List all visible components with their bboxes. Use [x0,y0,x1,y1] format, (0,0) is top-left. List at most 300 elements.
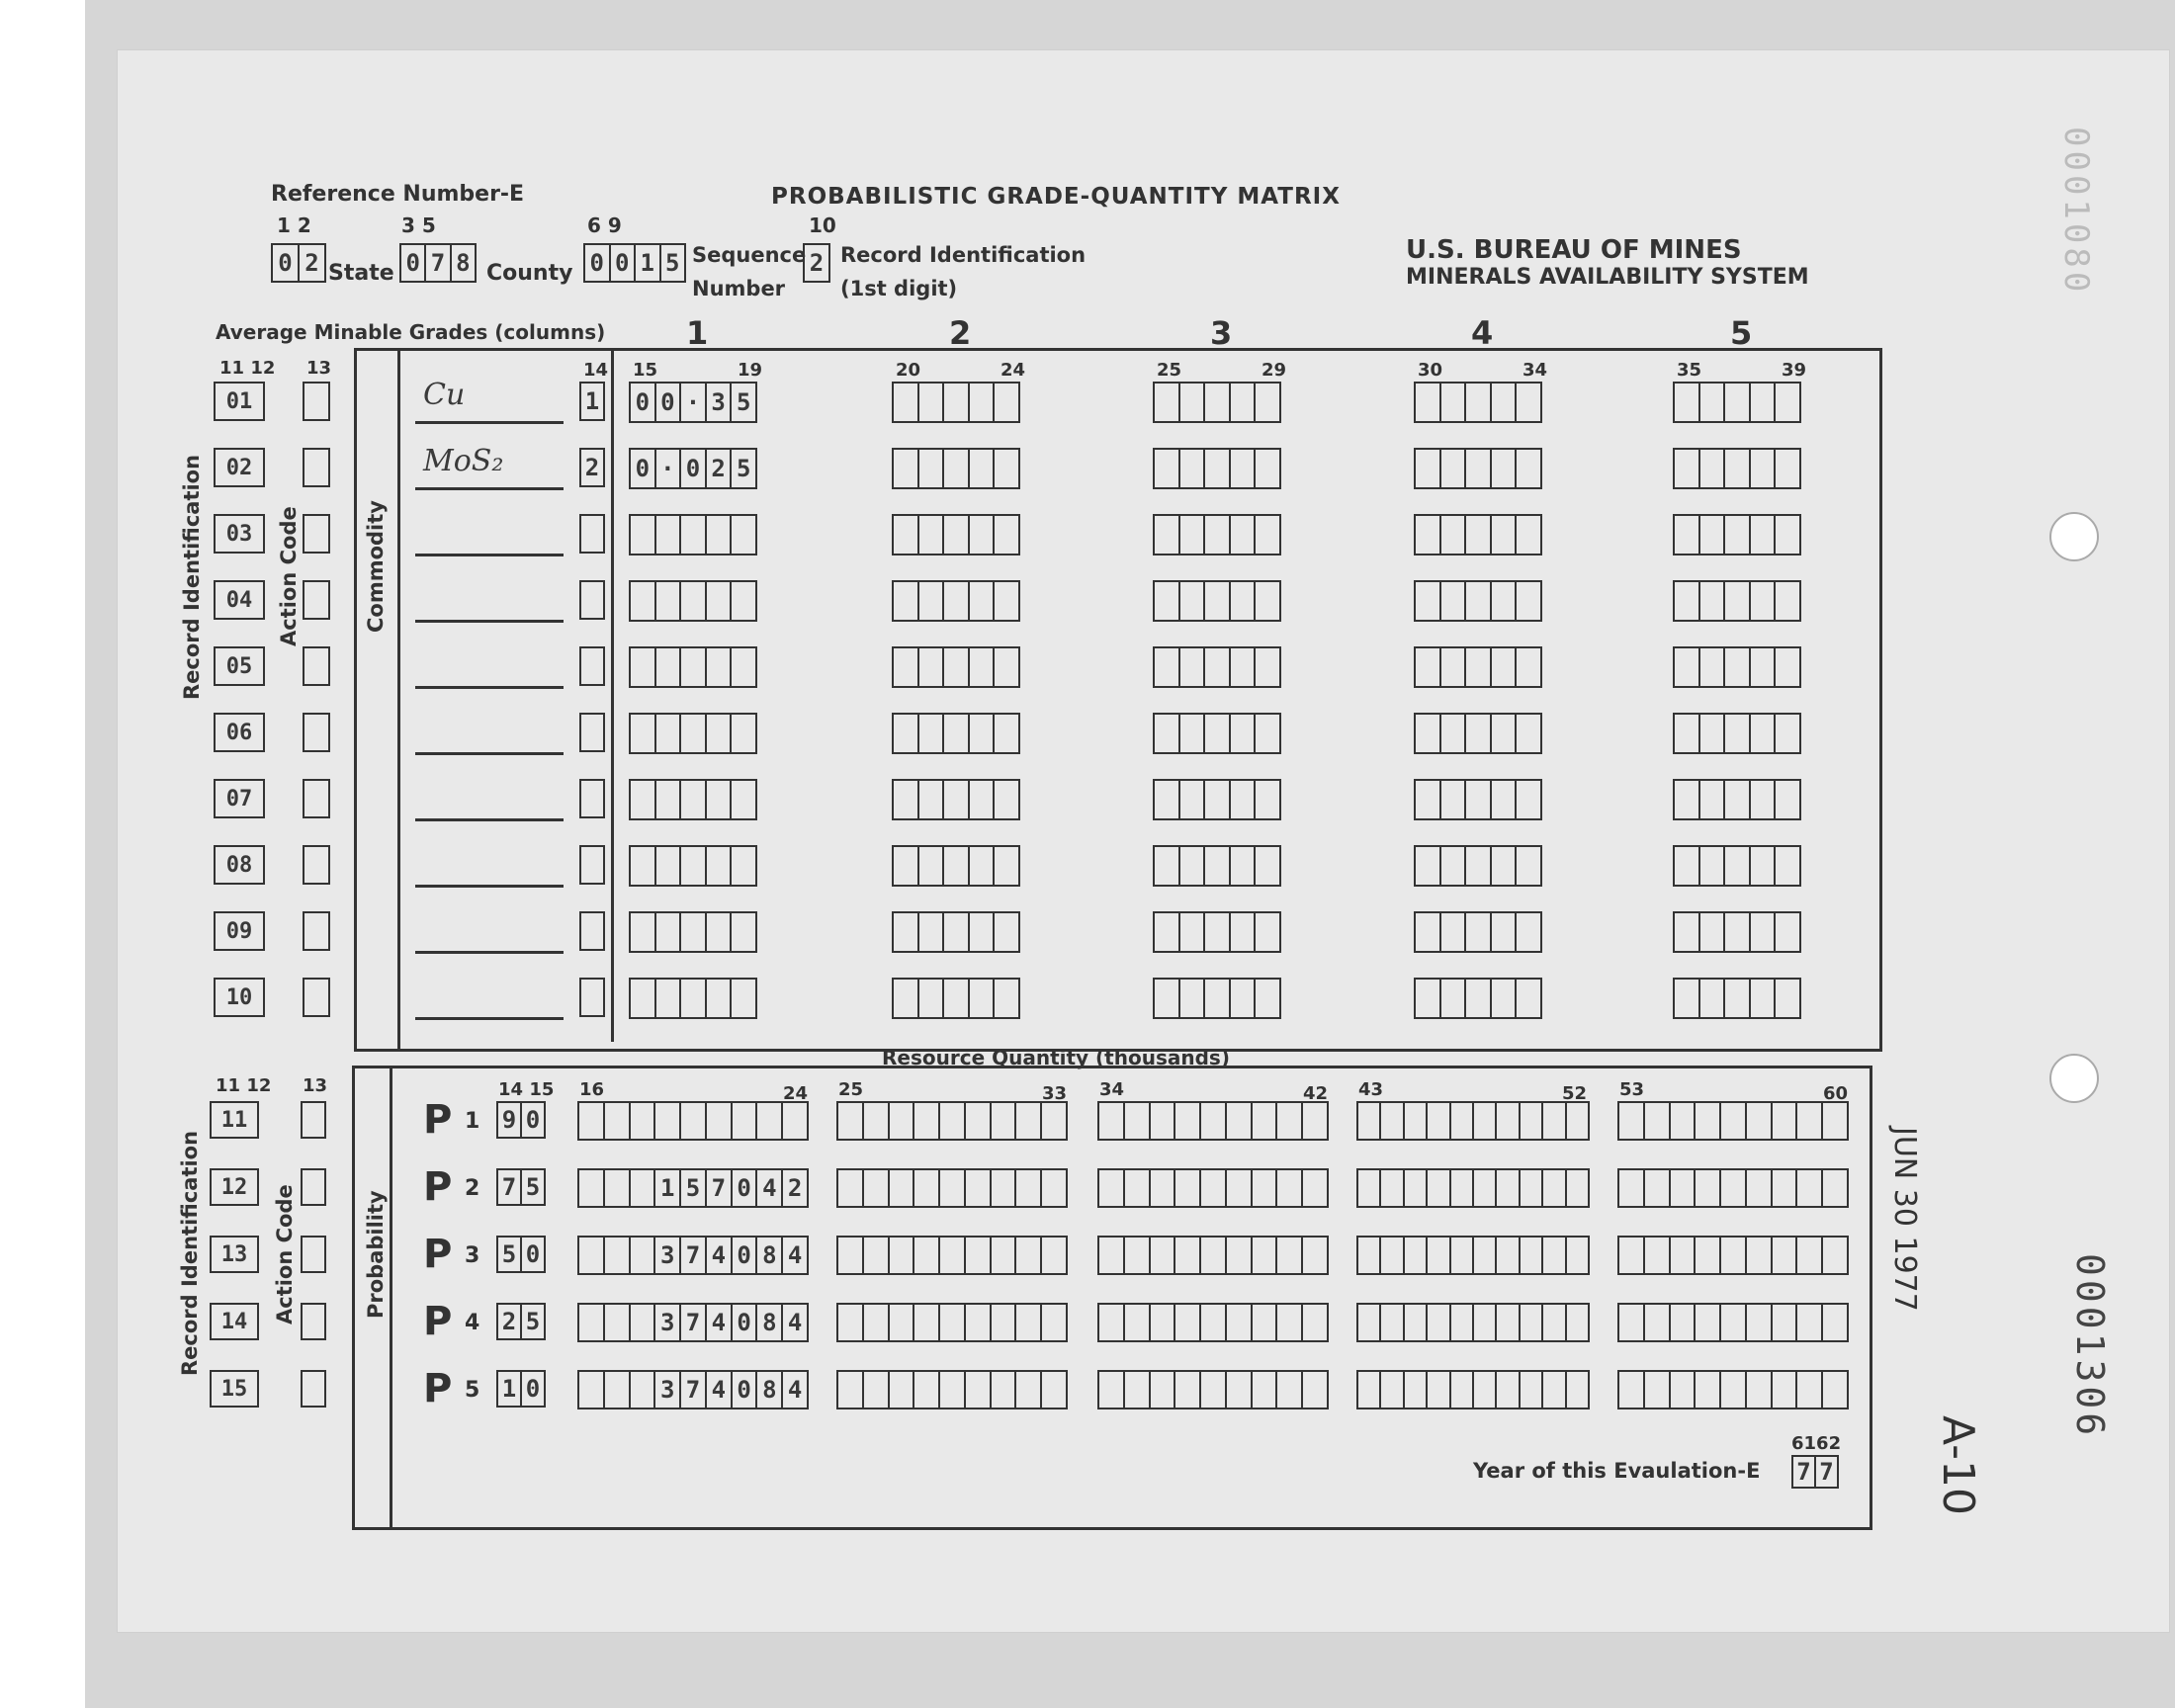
quantity-digit[interactable] [1253,1170,1278,1206]
action-code-box[interactable] [303,448,330,487]
quantity-digit[interactable] [605,1103,631,1139]
grade-digit-cell[interactable] [1700,715,1726,752]
quantity-digit[interactable] [940,1372,966,1408]
state-digit-cell[interactable]: 2 [304,249,319,277]
grade-field[interactable] [892,646,1020,688]
quantity-digit[interactable] [1721,1103,1747,1139]
quantity-digit[interactable] [1099,1103,1125,1139]
grade-digit-cell[interactable] [681,847,707,885]
action-code-box[interactable] [301,1236,326,1273]
probability-field[interactable] [496,1101,546,1139]
grade-digit[interactable] [1153,382,1281,423]
grade-digit-cell[interactable] [1441,913,1467,951]
quantity-digit[interactable] [631,1170,656,1206]
quantity-digit[interactable] [733,1103,758,1139]
quantity-digit[interactable] [1201,1372,1227,1408]
quantity-digit[interactable] [1521,1170,1543,1206]
quantity-digit[interactable] [940,1170,966,1206]
quantity-digit[interactable]: 8 [757,1238,783,1273]
quantity-digit[interactable] [1227,1238,1253,1273]
grade-digit[interactable] [1673,646,1801,688]
quantity-digit[interactable] [992,1103,1017,1139]
grade-digit-cell[interactable] [1256,516,1279,554]
grade-digit-cell[interactable] [970,980,996,1017]
grade-digit-cell[interactable] [681,715,707,752]
quantity-digit[interactable] [1125,1103,1151,1139]
quantity-digit[interactable] [1619,1238,1645,1273]
quantity-digit[interactable] [1696,1305,1721,1340]
grade-digit-cell[interactable] [1441,781,1467,818]
quantity-digit[interactable] [1773,1170,1798,1206]
grade-digit-cell[interactable] [656,847,682,885]
grade-digit[interactable] [1153,514,1281,555]
probability-digit-cell[interactable]: 5 [525,1308,541,1335]
quantity-digit[interactable] [1201,1103,1227,1139]
quantity-digit[interactable] [940,1305,966,1340]
grade-digit-cell[interactable] [1492,913,1518,951]
grade-field[interactable] [1673,448,1801,489]
grade-digit-cell[interactable] [1700,913,1726,951]
quantity-digit[interactable] [1451,1170,1474,1206]
grade-digit[interactable] [1153,646,1281,688]
quantity-digit[interactable] [1042,1103,1066,1139]
probability-digit[interactable] [496,1236,546,1273]
grade-digit-cell[interactable] [1492,980,1518,1017]
quantity-digit[interactable] [1696,1170,1721,1206]
grade-digit-cell[interactable] [1416,582,1441,620]
grade-digit-cell[interactable] [1675,582,1700,620]
grade-digit-cell[interactable] [944,384,970,421]
quantity-digit[interactable] [1125,1305,1151,1340]
grade-digit-cell[interactable] [1416,781,1441,818]
grade-digit-cell[interactable] [1776,913,1799,951]
grade-digit-cell[interactable] [894,980,919,1017]
quantity-digit[interactable] [1125,1372,1151,1408]
quantity-digit[interactable] [1151,1103,1176,1139]
grade-digit-cell[interactable] [631,582,656,620]
quantity-digit[interactable] [1405,1372,1428,1408]
action-code-box[interactable] [303,713,330,752]
quantity-digit[interactable] [655,1103,681,1139]
grade-digit-cell[interactable] [970,582,996,620]
quantity-digit[interactable] [1521,1372,1543,1408]
quantity-digit[interactable] [605,1170,631,1206]
grade-digit-cell[interactable] [1776,384,1799,421]
grade-digit-cell[interactable] [944,980,970,1017]
quantity-digit[interactable] [966,1170,992,1206]
probability-digit-cell[interactable]: 5 [525,1173,541,1201]
quantity-digit[interactable] [864,1103,890,1139]
quantity-digit[interactable] [1497,1238,1520,1273]
grade-digit[interactable] [892,978,1020,1019]
quantity-digit[interactable] [1303,1238,1327,1273]
grade-digit-cell[interactable] [1180,913,1206,951]
grade-field[interactable] [1414,779,1542,820]
quantity-digit[interactable] [1823,1238,1847,1273]
grade-digit-cell[interactable] [1180,980,1206,1017]
quantity-digit[interactable] [1823,1103,1847,1139]
grade-digit-cell[interactable] [1466,715,1492,752]
quantity-digit[interactable] [1619,1305,1645,1340]
quantity-field[interactable] [1617,1303,1849,1342]
quantity-field[interactable] [1097,1168,1329,1208]
probability-digit[interactable] [496,1303,546,1340]
grade-digit[interactable] [629,580,757,622]
quantity-digit[interactable] [757,1103,783,1139]
action-code-box[interactable] [303,514,330,554]
probability-field[interactable] [496,1236,546,1273]
quantity-digit[interactable] [1428,1372,1450,1408]
quantity-digit[interactable] [1773,1103,1798,1139]
grade-digit-cell[interactable] [1776,450,1799,487]
quantity-field[interactable] [577,1101,809,1141]
quantity-digit[interactable] [914,1372,940,1408]
grade-digit-cell[interactable] [1700,847,1726,885]
grade-digit[interactable] [1153,845,1281,887]
quantity-digit[interactable]: 4 [707,1238,733,1273]
quantity-digit[interactable] [1151,1305,1176,1340]
grade-field[interactable] [892,779,1020,820]
grade-digit-cell[interactable] [732,847,755,885]
quantity-field[interactable] [836,1303,1068,1342]
grade-digit-cell[interactable] [681,980,707,1017]
quantity-digit[interactable] [864,1305,890,1340]
grade-digit-cell[interactable] [1751,913,1777,951]
quantity-digit[interactable] [1721,1372,1747,1408]
quantity-digit[interactable] [1797,1372,1823,1408]
grade-digit[interactable] [1414,382,1542,423]
grade-digit-cell[interactable] [1700,781,1726,818]
grade-digit-cell[interactable] [1466,913,1492,951]
grade-digit-cell[interactable] [919,781,945,818]
probability-field[interactable] [496,1370,546,1408]
quantity-digit[interactable] [1303,1372,1327,1408]
grade-field[interactable] [1414,448,1542,489]
grade-digit-cell[interactable] [1256,384,1279,421]
grade-digit[interactable] [1153,713,1281,754]
quantity-digit[interactable] [1042,1170,1066,1206]
quantity-digit[interactable] [1405,1238,1428,1273]
action-code-box[interactable] [301,1168,326,1206]
grade-digit-cell[interactable] [1231,847,1257,885]
quantity-digit[interactable] [1696,1238,1721,1273]
grade-digit-cell[interactable]: 3 [707,384,733,421]
quantity-digit[interactable] [1823,1170,1847,1206]
grade-digit-cell[interactable] [1675,715,1700,752]
quantity-digit[interactable] [1151,1238,1176,1273]
grade-digit-cell[interactable] [1517,384,1540,421]
quantity-digit[interactable] [1721,1170,1747,1206]
grade-digit-cell[interactable] [1180,715,1206,752]
grade-digit-cell[interactable]: 0 [631,384,656,421]
grade-digit[interactable] [892,779,1020,820]
quantity-digits[interactable] [1097,1168,1329,1208]
quantity-digit[interactable] [1175,1170,1201,1206]
grade-digit-cell[interactable] [894,781,919,818]
quantity-digit[interactable] [1277,1103,1303,1139]
action-code-box[interactable] [303,978,330,1017]
grade-digit-cell[interactable] [919,450,945,487]
quantity-digit[interactable] [914,1238,940,1273]
quantity-digit[interactable] [1277,1170,1303,1206]
grade-field[interactable] [1153,580,1281,622]
grade-digit-cell[interactable] [1466,384,1492,421]
grade-field[interactable] [892,978,1020,1019]
quantity-digit[interactable] [1645,1170,1671,1206]
grade-digit[interactable] [629,514,757,555]
quantity-digit[interactable] [1797,1305,1823,1340]
grade-digit-cell[interactable] [707,781,733,818]
grade-digit-cell[interactable] [1205,516,1231,554]
quantity-digit[interactable] [1521,1103,1543,1139]
quantity-digit[interactable] [631,1238,656,1273]
grade-digit-cell[interactable]: · [656,450,682,487]
grade-field[interactable] [629,448,757,489]
quantity-digit[interactable] [1797,1170,1823,1206]
quantity-digit[interactable] [992,1238,1017,1273]
grade-digit-cell[interactable] [1675,516,1700,554]
quantity-digit[interactable] [1042,1305,1066,1340]
grade-digit-cell[interactable] [1441,648,1467,686]
grade-digit-cell[interactable] [1231,715,1257,752]
grade-digit[interactable] [1414,845,1542,887]
state-field[interactable] [271,243,326,283]
grade-digit-cell[interactable] [1751,582,1777,620]
grade-digit-cell[interactable] [732,648,755,686]
quantity-digit[interactable] [1405,1170,1428,1206]
grade-digit-cell[interactable] [631,648,656,686]
grade-field[interactable] [1414,580,1542,622]
grade-digit-cell[interactable] [732,715,755,752]
quantity-field[interactable] [577,1303,809,1342]
grade-digit-cell[interactable] [1466,582,1492,620]
grade-digit-cell[interactable] [681,648,707,686]
grade-digit-cell[interactable] [1416,450,1441,487]
grade-digit-cell[interactable] [1725,913,1751,951]
quantity-digit[interactable]: 8 [757,1372,783,1408]
grade-digit-cell[interactable] [1416,847,1441,885]
grade-digit-cell[interactable] [894,847,919,885]
grade-digit-cell[interactable] [1155,715,1180,752]
quantity-digit[interactable] [1253,1238,1278,1273]
quantity-digit[interactable] [1645,1372,1671,1408]
quantity-digits[interactable] [1356,1303,1590,1342]
quantity-digit[interactable] [1797,1238,1823,1273]
grade-digit[interactable] [1673,514,1801,555]
quantity-digit[interactable] [1358,1372,1381,1408]
quantity-digit[interactable]: 4 [757,1170,783,1206]
action-code-box[interactable] [303,779,330,818]
grade-digit[interactable] [1673,713,1801,754]
quantity-digit[interactable] [1201,1170,1227,1206]
grade-digit-cell[interactable] [1231,582,1257,620]
grade-digit-cell[interactable] [1517,648,1540,686]
grade-digit-cell[interactable] [1231,648,1257,686]
quantity-digit[interactable] [1151,1372,1176,1408]
grade-digit-cell[interactable] [970,913,996,951]
grade-digit-cell[interactable] [1205,450,1231,487]
grade-digit-cell[interactable] [995,648,1018,686]
grade-field[interactable] [1673,978,1801,1019]
grade-digit-cell[interactable] [1180,781,1206,818]
quantity-digit[interactable] [1099,1372,1125,1408]
grade-digit-cell[interactable] [1675,450,1700,487]
county-digit[interactable] [399,243,477,283]
quantity-field[interactable] [577,1236,809,1275]
quantity-digit[interactable] [1042,1372,1066,1408]
quantity-digit[interactable] [1451,1372,1474,1408]
grade-digit-cell[interactable] [1231,781,1257,818]
quantity-digit[interactable] [605,1372,631,1408]
year-digit-cell[interactable]: 7 [1819,1458,1834,1486]
grade-digit-cell[interactable] [1776,847,1799,885]
quantity-field[interactable] [836,1236,1068,1275]
action-code-box[interactable] [301,1370,326,1408]
grade-digit[interactable] [629,713,757,754]
grade-digit-cell[interactable] [1675,980,1700,1017]
action-code-box[interactable] [303,382,330,421]
quantity-digits[interactable] [577,1303,809,1342]
quantity-digit[interactable]: 4 [787,1309,803,1336]
grade-field[interactable] [892,845,1020,887]
quantity-digit[interactable]: 7 [681,1238,707,1273]
commodity-name[interactable]: MoS₂ [423,444,504,478]
quantity-digit[interactable] [1175,1372,1201,1408]
quantity-digit[interactable] [1042,1238,1066,1273]
quantity-digit[interactable] [1405,1103,1428,1139]
grade-digit[interactable] [1673,580,1801,622]
grade-digit-cell[interactable] [681,582,707,620]
grade-digit-cell[interactable]: 0 [656,384,682,421]
quantity-digit[interactable] [1474,1170,1497,1206]
quantity-digit[interactable] [1747,1305,1773,1340]
grade-digit-cell[interactable] [1205,781,1231,818]
quantity-digit[interactable] [1696,1103,1721,1139]
quantity-digit[interactable] [864,1372,890,1408]
grade-digit[interactable] [892,845,1020,887]
quantity-digit[interactable] [1521,1238,1543,1273]
grade-digit-cell[interactable] [944,781,970,818]
quantity-digit[interactable]: 1 [655,1170,681,1206]
grade-digit-cell[interactable] [1751,847,1777,885]
grade-digit[interactable] [629,382,757,423]
probability-digit-cell[interactable]: 1 [498,1372,522,1406]
grade-digit-cell[interactable] [1700,450,1726,487]
quantity-digit[interactable] [1253,1103,1278,1139]
quantity-digits[interactable] [1617,1370,1849,1409]
probability-digit-cell[interactable]: 0 [525,1375,541,1403]
quantity-digit[interactable] [1358,1170,1381,1206]
commodity-code-box[interactable] [579,911,605,951]
commodity-code-box[interactable]: 2 [579,448,605,487]
grade-digit-cell[interactable] [1675,913,1700,951]
quantity-digits[interactable] [1356,1168,1590,1208]
quantity-digit[interactable]: 0 [733,1238,758,1273]
grade-field[interactable] [1153,713,1281,754]
sequence-digit-cell[interactable]: 1 [636,245,661,281]
quantity-digit[interactable] [890,1238,915,1273]
grade-digit-cell[interactable] [944,715,970,752]
action-code-box[interactable] [301,1303,326,1340]
quantity-digit[interactable] [1125,1238,1151,1273]
grade-digit-cell[interactable] [894,715,919,752]
action-code-box[interactable] [303,911,330,951]
quantity-digit[interactable] [579,1372,605,1408]
grade-digit-cell[interactable] [1155,582,1180,620]
grade-field[interactable] [1153,382,1281,423]
grade-digit-cell[interactable] [995,715,1018,752]
quantity-digit[interactable]: 3 [655,1238,681,1273]
grade-digit-cell[interactable] [1517,715,1540,752]
grade-digit-cell[interactable] [732,582,755,620]
grade-digit-cell[interactable] [1776,781,1799,818]
grade-digit-cell[interactable] [656,781,682,818]
probability-digit-cell[interactable]: 2 [498,1305,522,1338]
quantity-digit[interactable] [992,1305,1017,1340]
grade-digit-cell[interactable] [1751,980,1777,1017]
grade-field[interactable] [629,845,757,887]
quantity-digit[interactable] [1253,1372,1278,1408]
grade-digit-cell[interactable] [656,715,682,752]
grade-digit-cell[interactable] [656,913,682,951]
quantity-digit[interactable] [1619,1372,1645,1408]
grade-digit-cell[interactable] [631,781,656,818]
quantity-digit[interactable] [864,1238,890,1273]
quantity-digit[interactable] [1099,1305,1125,1340]
quantity-digit[interactable] [1277,1238,1303,1273]
quantity-digit[interactable] [914,1170,940,1206]
grade-digit-cell[interactable] [707,980,733,1017]
grade-digit-cell[interactable] [944,582,970,620]
commodity-name[interactable]: Cu [423,378,466,412]
quantity-digit[interactable] [1227,1170,1253,1206]
grade-digit-cell[interactable] [1256,582,1279,620]
record-id-first-digit[interactable]: 2 [803,243,830,283]
grade-digit-cell[interactable] [1231,384,1257,421]
state-digit[interactable] [271,243,326,283]
quantity-digit[interactable]: 7 [681,1305,707,1340]
quantity-digit[interactable] [1474,1238,1497,1273]
quantity-digits[interactable] [1356,1370,1590,1409]
grade-field[interactable] [1414,911,1542,953]
quantity-digit[interactable] [1358,1103,1381,1139]
grade-digit-cell[interactable] [1492,781,1518,818]
grade-field[interactable] [1673,514,1801,555]
grade-digit-cell[interactable] [995,847,1018,885]
quantity-digit[interactable] [1175,1238,1201,1273]
grade-digit-cell[interactable] [681,913,707,951]
grade-digit-cell[interactable] [1256,913,1279,951]
grade-field[interactable] [629,580,757,622]
grade-digit-cell[interactable] [1700,648,1726,686]
grade-digit-cell[interactable] [732,781,755,818]
grade-digit-cell[interactable] [1517,913,1540,951]
grade-digit-cell[interactable] [1256,715,1279,752]
grade-digit-cell[interactable] [970,384,996,421]
quantity-digit[interactable] [1567,1103,1588,1139]
quantity-digit[interactable] [1773,1305,1798,1340]
grade-field[interactable] [1673,713,1801,754]
quantity-digit[interactable] [1747,1372,1773,1408]
quantity-field[interactable] [1097,1303,1329,1342]
grade-digit-cell[interactable] [1725,847,1751,885]
quantity-field[interactable] [1356,1303,1590,1342]
grade-digit-cell[interactable] [656,516,682,554]
grade-digit[interactable] [629,911,757,953]
quantity-digit[interactable] [890,1103,915,1139]
grade-digit-cell[interactable] [1675,384,1700,421]
grade-field[interactable] [1673,580,1801,622]
